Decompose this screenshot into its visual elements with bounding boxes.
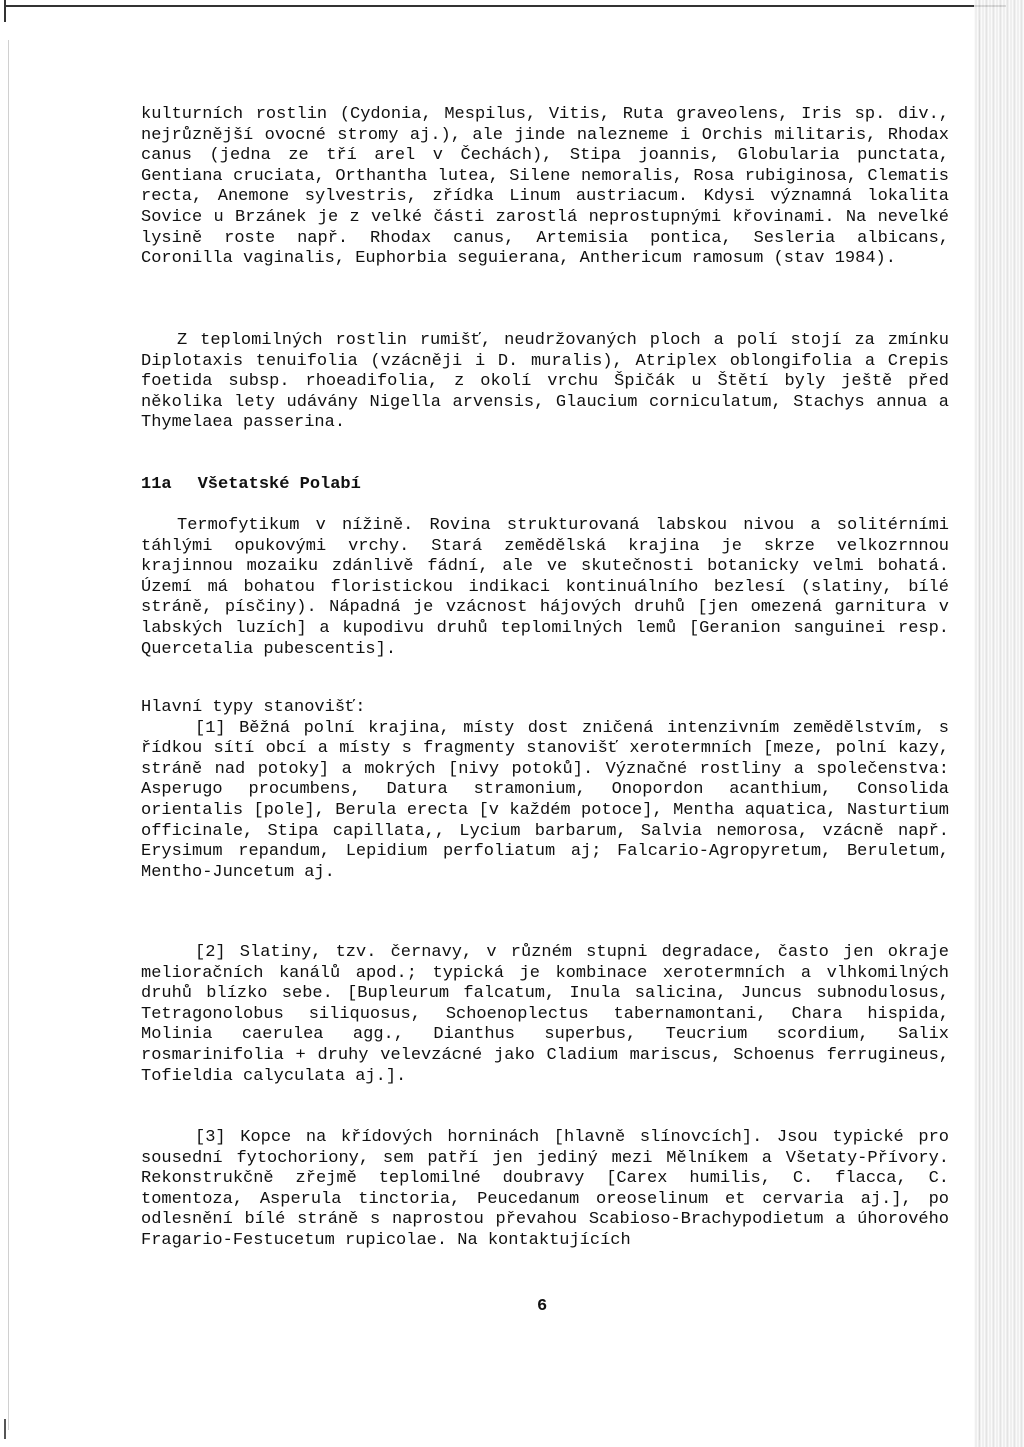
- paragraph-text: [2] Slatiny, tzv. černavy, v různém stupni degradace, často jen okraje melioračních kanálů apod.; typická je kombinace xerotermních a vlhkomilných druhů blízko sebe. [Bupleurum falcatum, Inula salicina, Juncus subnodulosus, Tetragonolobus siliquosus, Schoenoplectus tabernamontani, Chara hispida, Molinia caerulea agg., Dianthus superbus, Teucrium scordium, Salix rosmarinifolia + druhy velevzácné jako Cladium mariscus, Schoenus ferrugineus, Tofieldia calyculata aj.].: [141, 943, 949, 1086]
- paragraph-text: [1] Běžná polní krajina, místy dost zničená intenzivním zemědělstvím, s řídkou sítí obcí a místy s fragmenty stanovišť xerotermních [meze, polní kazy, stráně nad potoky] a mokrých [nivy potoků]. Význačné rostliny a společenstva: Asperugo procumbens, Datura stramonium, Onopordon acanthium, Consolida orientalis [pole], Berula erecta [v každém potoce], Mentha aquatica, Nasturtium officinale, Stipa capillata,, Lycium barbarum, Salvia nemorosa, vzácně např. Erysimum repandum, Lepidium perfoliatum aj; Falcario-Agropyretum, Beruletum, Mentho-Juncetum aj.: [141, 718, 949, 882]
- section-number: 11a: [141, 475, 172, 494]
- paragraph-text: [3] Kopce na křídových horninách [hlavně slínovcích]. Jsou typické pro sousední fytochoriony, sem patří jen jediný mezi Mělníkem a Všetaty-Přívory. Rekonstrukčně zřejmě teplomilné doubravy [Carex humilis, C. flacca, C. tomentoza, Asperula tinctoria, Peucedanum oreoselinum et cervaria aj.], po odlesnění bílé stráně s naprostou převahou Scabioso-Brachypodietum a úhorového Fragario-Festucetum rupicolae. Na kontaktujících: [141, 1128, 949, 1250]
- paragraph-thermophilous-ruderal: [141, 331, 949, 434]
- scan-left-edge: [8, 40, 9, 1430]
- scan-bottom-mark: [4, 1419, 6, 1439]
- habitat-heading: Hlavní typy stanovišť:: [141, 698, 366, 717]
- scan-binding-shadow: [974, 0, 1024, 1447]
- paragraph-chalk-hills: [141, 1128, 949, 1252]
- paragraph-text: Termofytikum v nížině. Rovina strukturovaná labskou nivou a solitérními táhlými opukovými vrchy. Stará zemědělská krajina je skrze velkozrnnou krajinnou mozaiku zdánlivě fádní, ale ve skutečnosti botanicky velmi bohatá. Území má bohatou floristickou indikaci kontinuálního bezlesí (slatiny, bílé stráně, písčiny). Nápadná je vzácnost hájových druhů [jen omezená garnitura v labských luzích] a kupodivu druhů teplomilných lemů [Geranion sanguinei resp. Quercetalia pubescentis].: [141, 516, 949, 659]
- paragraph-fens: [141, 943, 949, 1087]
- section-heading: [141, 475, 361, 494]
- paragraph-cultural-plants: [141, 105, 949, 270]
- habitat-types-section: [141, 698, 949, 883]
- scan-corner-mark: [4, 0, 6, 22]
- scan-top-border: [6, 5, 1006, 7]
- paragraph-text: Z teplomilných rostlin rumišť, neudržovaných ploch a polí stojí za zmínku Diplotaxis tenuifolia (vzácněji i D. muralis), Atriplex oblongifolia a Crepis foetida subsp. rhoeadifolia, z okolí vrchu Špičák u Štětí byly ještě před několika lety udávány Nigella arvensis, Glaucium corniculatum, Stachys annua a Thymelaea passerina.: [141, 331, 949, 433]
- section-title: Všetatské Polabí: [197, 475, 361, 494]
- paragraph-region-description: [141, 516, 949, 660]
- paragraph-text: kulturních rostlin (Cydonia, Mespilus, Vitis, Ruta graveolens, Iris sp. div., nejrůznější ovocné stromy aj.), ale jinde nalezneme i Orchis militaris, Rhodax canus (jedna ze tří arel v Čechách), Stipa joannis, Globularia punctata, Gentiana cruciata, Orthantha lutea, Silene nemoralis, Rosa rubiginosa, Clematis recta, Anemone sylvestris, zřídka Linum austriacum. Kdysi významná lokalita Sovice u Brzánek je z velké části zarostlá neprostupnými křovinami. Na nevelké lysině roste např. Rhodax canus, Artemisia pontica, Sesleria albicans, Coronilla vaginalis, Euphorbia seguierana, Anthericum ramosum (stav 1984).: [141, 105, 949, 269]
- page-number: 6: [537, 1297, 548, 1316]
